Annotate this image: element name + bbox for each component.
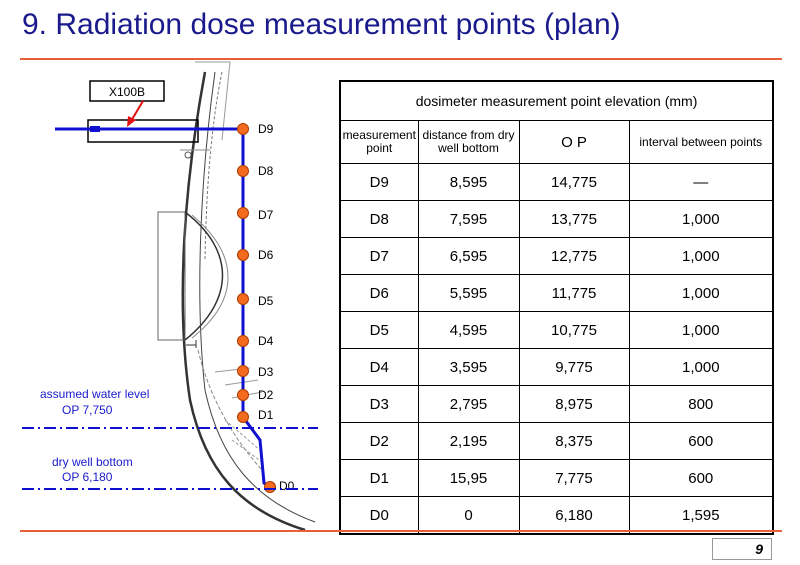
- cell-distance: 4,595: [418, 312, 519, 349]
- cell-point: D4: [340, 349, 418, 386]
- point-d8-marker: [238, 166, 249, 177]
- elevation-table: [339, 80, 774, 535]
- table-row: [340, 164, 773, 201]
- footer-divider: [20, 530, 782, 532]
- cell-interval: 1,000: [629, 201, 773, 238]
- dry-well-bottom-value: OP 6,180: [62, 470, 113, 484]
- point-d6-label: D6: [258, 248, 274, 262]
- point-d9-marker: [238, 124, 249, 135]
- cell-op: 7,775: [519, 460, 629, 497]
- pipe-label: X100B: [108, 85, 146, 99]
- cell-point: D5: [340, 312, 418, 349]
- point-d1-marker: [238, 412, 249, 423]
- cell-point: D7: [340, 238, 418, 275]
- point-d6-marker: [238, 250, 249, 261]
- table-row: [340, 423, 773, 460]
- point-d1-label: D1: [258, 408, 274, 422]
- point-d4-label: D4: [258, 334, 274, 348]
- point-d4-marker: [238, 336, 249, 347]
- point-d7-marker: [238, 208, 249, 219]
- pipe-x100b: [55, 120, 243, 142]
- measurement-diagram: [0, 60, 335, 530]
- cell-op: 6,180: [519, 497, 629, 535]
- cell-point: D0: [340, 497, 418, 535]
- point-d5-label: D5: [258, 294, 274, 308]
- point-d3-marker: [238, 366, 249, 377]
- table-row: [340, 312, 773, 349]
- point-d2-marker: [238, 390, 249, 401]
- point-d0-label: D0: [279, 479, 295, 493]
- cell-interval: —: [629, 164, 773, 201]
- cell-distance: 15,95: [418, 460, 519, 497]
- point-d9-label: D9: [258, 122, 274, 136]
- dosimeter-cable: [243, 129, 270, 487]
- cell-point: D9: [340, 164, 418, 201]
- header-interval: interval between points: [629, 121, 773, 164]
- cell-interval: 600: [629, 460, 773, 497]
- cell-interval: 1,000: [629, 238, 773, 275]
- table-row: [340, 460, 773, 497]
- cell-interval: 1,000: [629, 275, 773, 312]
- cell-op: 8,375: [519, 423, 629, 460]
- cell-distance: 2,795: [418, 386, 519, 423]
- cell-op: 10,775: [519, 312, 629, 349]
- cell-distance: 3,595: [418, 349, 519, 386]
- cell-distance: 6,595: [418, 238, 519, 275]
- page-title: 9. Radiation dose measurement points (plan): [22, 8, 621, 41]
- cell-point: D2: [340, 423, 418, 460]
- table-row: [340, 275, 773, 312]
- cell-point: D3: [340, 386, 418, 423]
- cell-point: D6: [340, 275, 418, 312]
- point-d0-marker: [265, 482, 276, 493]
- header-measurement-point: measurement point: [340, 121, 418, 164]
- cell-distance: 0: [418, 497, 519, 535]
- water-level-label: assumed water level: [40, 387, 150, 401]
- header-op: O P: [519, 121, 629, 164]
- cell-op: 8,975: [519, 386, 629, 423]
- cell-interval: 600: [629, 423, 773, 460]
- table-row: [340, 349, 773, 386]
- table-row: [340, 386, 773, 423]
- table-caption: dosimeter measurement point elevation (mm): [340, 81, 773, 121]
- cell-interval: 1,595: [629, 497, 773, 535]
- pipe-arrow: [127, 101, 143, 127]
- cell-distance: 2,195: [418, 423, 519, 460]
- dry-well-bottom-label: dry well bottom: [52, 455, 133, 469]
- cell-interval: 1,000: [629, 312, 773, 349]
- vessel-structure: [158, 62, 315, 530]
- cell-point: D8: [340, 201, 418, 238]
- point-d8-label: D8: [258, 164, 274, 178]
- cell-distance: 7,595: [418, 201, 519, 238]
- cell-op: 13,775: [519, 201, 629, 238]
- point-d2-label: D2: [258, 388, 274, 402]
- point-d3-label: D3: [258, 365, 274, 379]
- cell-op: 11,775: [519, 275, 629, 312]
- page-number: 9: [712, 538, 772, 560]
- cell-interval: 800: [629, 386, 773, 423]
- cell-op: 9,775: [519, 349, 629, 386]
- point-d7-label: D7: [258, 208, 274, 222]
- cell-op: 14,775: [519, 164, 629, 201]
- table-row: [340, 201, 773, 238]
- cell-distance: 8,595: [418, 164, 519, 201]
- point-d5-marker: [238, 294, 249, 305]
- cell-op: 12,775: [519, 238, 629, 275]
- cell-distance: 5,595: [418, 275, 519, 312]
- measurement-points: [238, 122, 295, 493]
- cell-point: D1: [340, 460, 418, 497]
- header-distance: distance from dry well bottom: [418, 121, 519, 164]
- table-row: [340, 238, 773, 275]
- water-level-value: OP 7,750: [62, 403, 113, 417]
- cell-interval: 1,000: [629, 349, 773, 386]
- table-row: [340, 497, 773, 535]
